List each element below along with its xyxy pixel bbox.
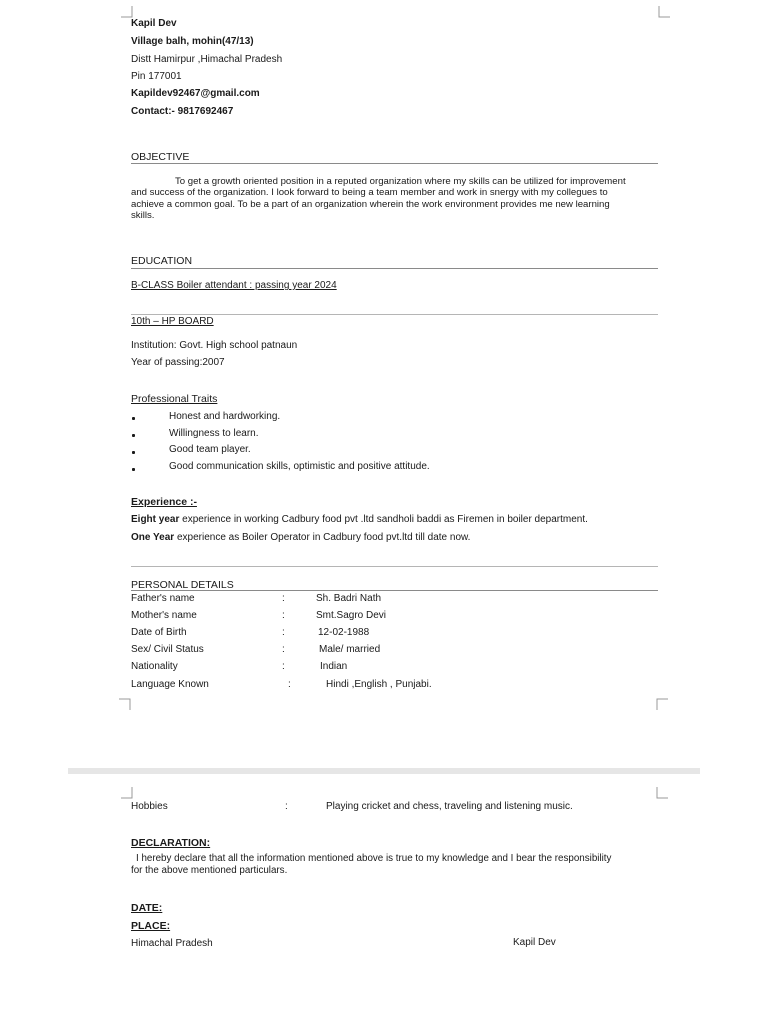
corner-mark-top-right (656, 787, 668, 799)
objective-divider (131, 163, 658, 164)
experience-duration-2: One Year (131, 532, 175, 543)
detail-value: 12-02-1988 (318, 627, 370, 638)
experience-detail-2: experience as Boiler Operator in Cadbury food pvt.ltd till date now. (174, 532, 471, 543)
detail-colon: : (282, 610, 285, 621)
date-label: DATE: (131, 902, 163, 914)
corner-mark-top-left (121, 787, 133, 799)
boiler-certificate: B-CLASS Boiler attendant : passing year 2024 (131, 280, 337, 291)
detail-value: Male/ married (319, 644, 381, 655)
declaration-line-2: for the above mentioned particulars. (131, 865, 288, 876)
experience-divider (131, 566, 658, 567)
personal-details-divider (131, 590, 658, 591)
objective-line-1: To get a growth oriented position in a reputed organization where my skills can be utilized for improvement (175, 176, 626, 187)
trait-item: Good communication skills, optimistic and positive attitude. (169, 461, 430, 472)
bullet-icon (132, 417, 135, 420)
corner-mark-bottom-right (656, 698, 668, 710)
education-divider (131, 268, 658, 269)
objective-line-2: and success of the organization. I look forward to being a team member and work in snergy with my collegues to (131, 187, 608, 198)
detail-colon: : (282, 644, 285, 655)
place-value: Himachal Pradesh (131, 938, 213, 949)
bullet-icon (132, 451, 135, 454)
objective-line-3: achieve a common goal. To be a part of an organization wherein the work environment provides me new learning (131, 199, 610, 210)
detail-label: Date of Birth (131, 627, 187, 638)
signature-name: Kapil Dev (513, 937, 556, 948)
experience-heading: Experience :- (131, 496, 197, 508)
experience-detail-1: experience in working Cadbury food pvt .ltd sandholi baddi as Firemen in boiler department. (179, 514, 588, 525)
detail-label: Nationality (131, 661, 178, 672)
institution: Institution: Govt. High school patnaun (131, 340, 298, 351)
experience-duration-1: Eight year (131, 514, 180, 525)
detail-value: Hindi ,English , Punjabi. (326, 679, 432, 690)
objective-heading: OBJECTIVE (131, 151, 190, 163)
objective-line-4: skills. (131, 210, 155, 221)
detail-label: Language Known (131, 679, 209, 690)
year-of-passing: Year of passing:2007 (131, 357, 225, 368)
address-line-2: Distt Hamirpur ,Himachal Pradesh (131, 54, 283, 65)
corner-mark-top-left (121, 6, 133, 18)
corner-mark-bottom-left (119, 698, 131, 710)
trait-item: Willingness to learn. (169, 428, 259, 439)
personal-details-heading: PERSONAL DETAILS (131, 579, 234, 591)
candidate-name: Kapil Dev (131, 18, 177, 29)
detail-colon: : (288, 679, 291, 690)
detail-label: Father's name (131, 593, 195, 604)
detail-value: Indian (320, 661, 348, 672)
tenth-heading: 10th – HP BOARD (131, 316, 214, 327)
bullet-icon (132, 468, 135, 471)
education-divider-2 (131, 314, 658, 315)
detail-label: Sex/ Civil Status (131, 644, 204, 655)
declaration-line-1: I hereby declare that all the information mentioned above is true to my knowledge and I bear the responsibility (136, 853, 612, 864)
email: Kapildev92467@gmail.com (131, 88, 260, 99)
detail-value: Sh. Badri Nath (316, 593, 382, 604)
address-line-1: Village balh, mohin(47/13) (131, 36, 254, 47)
trait-item: Good team player. (169, 444, 251, 455)
hobbies-colon: : (285, 801, 288, 812)
traits-heading: Professional Traits (131, 393, 218, 405)
pin-code: Pin 177001 (131, 71, 182, 82)
experience-line-2 (131, 532, 470, 544)
declaration-heading: DECLARATION: (131, 837, 211, 849)
hobbies-label: Hobbies (131, 801, 168, 812)
education-heading: EDUCATION (131, 255, 193, 267)
detail-colon: : (282, 661, 285, 672)
detail-colon: : (282, 593, 285, 604)
detail-label: Mother's name (131, 610, 197, 621)
contact-number: Contact:- 9817692467 (131, 106, 234, 117)
place-label: PLACE: (131, 920, 171, 932)
detail-value: Smt.Sagro Devi (316, 610, 387, 621)
trait-item: Honest and hardworking. (169, 411, 281, 422)
bullet-icon (132, 434, 135, 437)
page-separator (68, 768, 700, 774)
corner-mark-top-right (658, 6, 670, 18)
detail-colon: : (282, 627, 285, 638)
hobbies-value: Playing cricket and chess, traveling and listening music. (326, 801, 573, 812)
experience-line-1 (131, 514, 588, 526)
